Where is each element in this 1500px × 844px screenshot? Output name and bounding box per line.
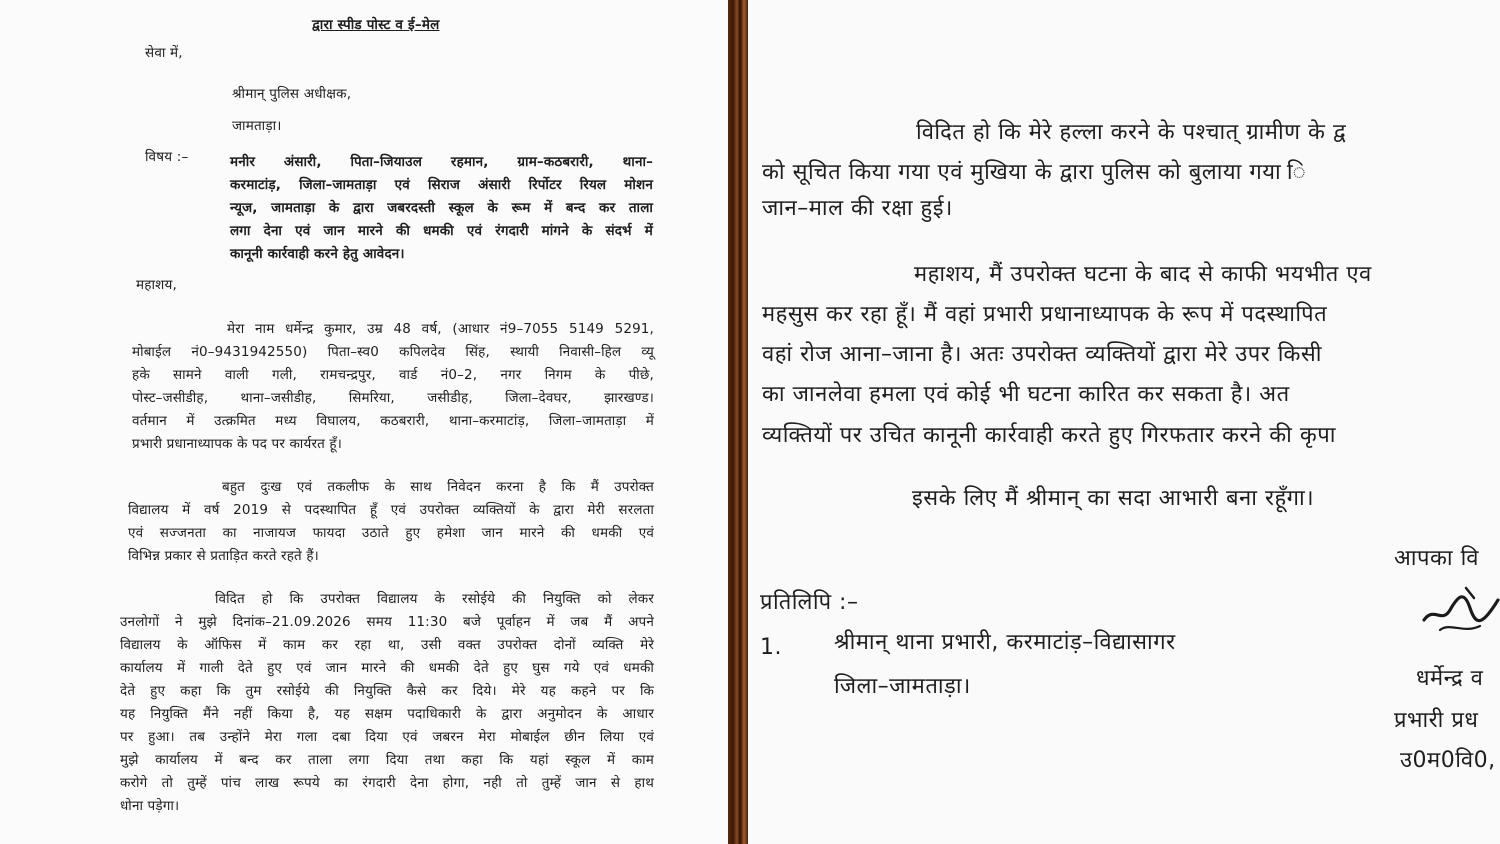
sender-designation: प्रभारी प्रध bbox=[1394, 708, 1479, 733]
copy-item-number: 1. bbox=[760, 635, 782, 660]
paragraph-line: धोना पड़ेगा। bbox=[120, 798, 180, 814]
paragraph-line: जान–माल की रक्षा हुई। bbox=[762, 196, 953, 221]
paragraph-line: एवं सज्जनता का नाजायज फायदा उठाते हुए हमेशा जान मारने की धमकी एवं bbox=[128, 525, 654, 541]
copy-to-label: प्रतिलिपि :– bbox=[760, 590, 859, 615]
paragraph-incident bbox=[120, 588, 654, 818]
paragraph-line: विदित हो कि मेरे हल्ला करने के पश्चात् ग्रामीण के द्व bbox=[916, 120, 1347, 145]
copy-recipient-line: श्रीमान् थाना प्रभारी, करमाटांड़–विद्यासागर bbox=[834, 630, 1176, 655]
subject-line: लगा देना एवं जान मारने की धमकी एवं रंगदारी मांगने के संदर्भ में bbox=[230, 223, 653, 239]
paragraph-line: यह नियुक्ति मैंने नहीं किया है, यह सक्षम पदाधिकारी के द्वारा अनुमोदन के आधार bbox=[120, 706, 654, 722]
paragraph-line: पोस्ट–जसीडीह, थाना–जसीडीह, सिमरिया, जसीडीह, जिला–देवघर, झारखण्ड। bbox=[132, 390, 654, 406]
paragraph-line: प्रभारी प्रधानाध्यापक के पद पर कार्यरत हूँ। bbox=[132, 436, 342, 452]
addressee-place: जामताड़ा। bbox=[232, 118, 282, 134]
paragraph-line: विद्यालय के ऑफिस में काम कर रहा था, उसी वक्त उपरोक्त दोनों व्यक्ति मेरे bbox=[120, 637, 654, 653]
paragraph-line: बहुत दुःख एवं तकलीफ के साथ निवेदन करना है कि मैं उपरोक्त bbox=[222, 479, 654, 495]
page-binding-divider bbox=[728, 0, 748, 844]
left-document-page bbox=[0, 0, 728, 844]
paragraph-line: का जानलेवा हमला एवं कोई भी घटना कारित कर सकता है। अत bbox=[762, 382, 1290, 407]
subject-label: विषय :– bbox=[145, 149, 189, 165]
paragraph-line: विदित हो कि उपरोक्त विद्यालय के रसोईये की नियुक्ति को लेकर bbox=[215, 591, 654, 607]
paragraph-line: देते हुए कहा कि तुम रसोईये की नियुक्ति कैसे कर दिये। मेरे यह कहने पर कि bbox=[120, 683, 654, 699]
paragraph-line: पर हुआ। तब उन्होंने मेरा गला दबा दिया एवं जबरन मेरा मोबाईल छीन लिया एवं bbox=[120, 729, 654, 745]
dispatch-header: द्वारा स्पीड पोस्ट व ई–मेल bbox=[312, 17, 440, 33]
paragraph-grievance bbox=[128, 476, 654, 568]
signature bbox=[1420, 580, 1500, 640]
sender-name: धर्मेन्द्र व bbox=[1416, 666, 1484, 691]
paragraph-line: महसुस कर रहा हूँ। मैं वहां प्रभारी प्रधानाध्यापक के रूप में पदस्थापित bbox=[762, 302, 1328, 327]
sender-school: उ0म0वि0, bbox=[1400, 748, 1496, 773]
subject-line: कानूनी कार्रवाही करने हेतु आवेदन। bbox=[230, 246, 405, 262]
subject-line: मनीर अंसारी, पिता–जियाउल रहमान, ग्राम–कठबरारी, थाना– bbox=[230, 154, 653, 170]
paragraph-line: विद्यालय में वर्ष 2019 से पदस्थापित हूँ एवं उपरोक्त व्यक्तियों के द्वारा मेरी सरलता bbox=[128, 502, 654, 518]
paragraph-line: हके सामने वाली गली, रामचन्द्रपुर, वार्ड नं0–2, नगर निगम के पीछे, bbox=[132, 367, 654, 383]
subject-line: करमाटांड़, जिला–जामताड़ा एवं सिराज अंसारी रिर्पोटर रियल मोशन bbox=[230, 177, 653, 193]
copy-recipient-line: जिला–जामताड़ा। bbox=[834, 674, 971, 699]
closing-line: इसके लिए मैं श्रीमान् का सदा आभारी बना रहूँगा। bbox=[912, 486, 1315, 511]
subject-line: न्यूज, जामताड़ा के द्वारा जबरदस्ती स्कूल के रूम में बन्द कर ताला bbox=[230, 200, 653, 216]
paragraph-line: विभिन्न प्रकार से प्रताड़ित करते रहते हैं। bbox=[128, 548, 319, 564]
to-line: सेवा में, bbox=[145, 45, 183, 61]
paragraph-line: मेरा नाम धर्मेन्द्र कुमार, उम्र 48 वर्ष, (आधार नं9–7055 5149 5291, bbox=[227, 321, 654, 337]
paragraph-line: वर्तमान में उत्क्रमित मध्य विघालय, कठबरारी, थाना–करमाटांड़, जिला–जामताड़ा में bbox=[132, 413, 654, 429]
paragraph-line: उनलोगों ने मुझे दिनांक–21.09.2026 समय 11:30 बजे पूर्वाहन में जब मैं अपने bbox=[120, 614, 654, 630]
addressee: श्रीमान् पुलिस अधीक्षक, bbox=[232, 86, 352, 102]
paragraph-line: वहां रोज आना–जाना है। अतः उपरोक्त व्यक्तियों द्वारा मेरे उपर किसी bbox=[762, 342, 1322, 367]
paragraph-introduction bbox=[132, 318, 654, 456]
paragraph-line: महाशय, मैं उपरोक्त घटना के बाद से काफी भयभीत एव bbox=[914, 262, 1372, 287]
right-document-page bbox=[748, 0, 1500, 844]
yours-faithfully: आपका वि bbox=[1394, 546, 1479, 571]
paragraph-line: कार्यालय में गाली देते हुए एवं जान मारने की धमकी देते हुए घुस गये एवं धमकी bbox=[120, 660, 654, 676]
salutation: महाशय, bbox=[136, 277, 178, 293]
paragraph-line: मोबाईल नं0–9431942550) पिता–स्व0 कपिलदेव सिंह, स्थायी निवासी–हिल व्यू bbox=[132, 344, 654, 360]
paragraph-line: को सूचित किया गया एवं मुखिया के द्वारा पुलिस को बुलाया गया ि bbox=[762, 160, 1307, 185]
subject-text bbox=[230, 151, 653, 266]
paragraph-line: मुझे कार्यालय में बन्द कर ताला लगा दिया तथा कहा कि यहां स्कूल में काम bbox=[120, 752, 654, 768]
paragraph-line: व्यक्तियों पर उचित कानूनी कार्रवाही करते हुए गिरफतार करने की कृपा bbox=[762, 423, 1336, 448]
paragraph-line: करोगे तो तुम्हें पांच लाख रूपये का रंगदारी देना होगा, नही तो तुम्हें जान से हाथ bbox=[120, 775, 654, 791]
